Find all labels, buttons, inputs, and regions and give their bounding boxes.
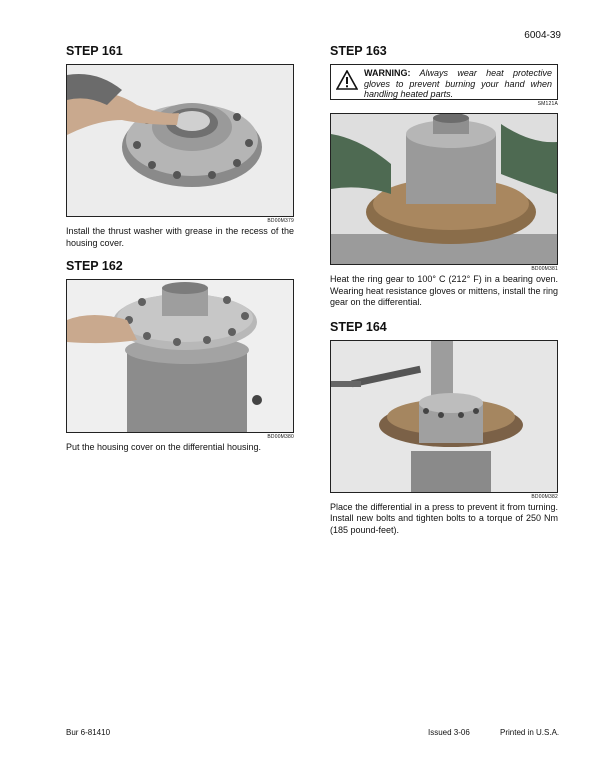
warning-box [330,64,558,100]
page-number: 6004-39 [524,30,561,41]
step-163-heading: STEP 163 [330,44,387,58]
step-164-figure-code: BD00M382 [531,493,558,500]
footer-issued: Issued 3-06 [428,728,470,737]
step-162-photo [66,279,294,433]
right-column [330,44,558,536]
step-164-photo [330,340,558,493]
step-163-caption: Heat the ring gear to 100° C (212° F) in a bearing oven. Wearing heat resistance gloves or mittens, install the ring gear on the differential. [330,274,558,307]
step-161-figure-code: BD00M379 [267,218,294,224]
warning-text [364,68,552,100]
step-161-heading: STEP 161 [66,44,123,58]
step-162-figure-code: BD00M380 [267,434,294,440]
step-164-caption: Place the differential in a press to prevent it from turning. Install new bolts and tighten bolts to a torque of 250 Nm (185 pound-feet). [330,501,558,535]
step-161-photo [66,64,294,217]
warning-triangle-icon [336,70,358,90]
left-column [66,44,294,454]
step-163-figure-code: BD00M381 [531,266,558,272]
step-161-caption: Install the thrust washer with grease in the recess of the housing cover. [66,226,294,248]
warning-label: WARNING: [364,68,411,78]
footer-document-id: Bur 6-81410 [66,728,111,737]
step-163-photo [330,113,558,265]
step-164-heading: STEP 164 [330,319,387,334]
footer-printed: Printed in U.S.A. [500,728,560,737]
warning-body: Always wear heat protective gloves to prevent burning your hand when handling heated parts. [364,68,552,99]
step-162-heading: STEP 162 [66,259,123,273]
warning-code: SM121A [537,101,558,107]
step-162-caption: Put the housing cover on the differential housing. [66,442,261,452]
